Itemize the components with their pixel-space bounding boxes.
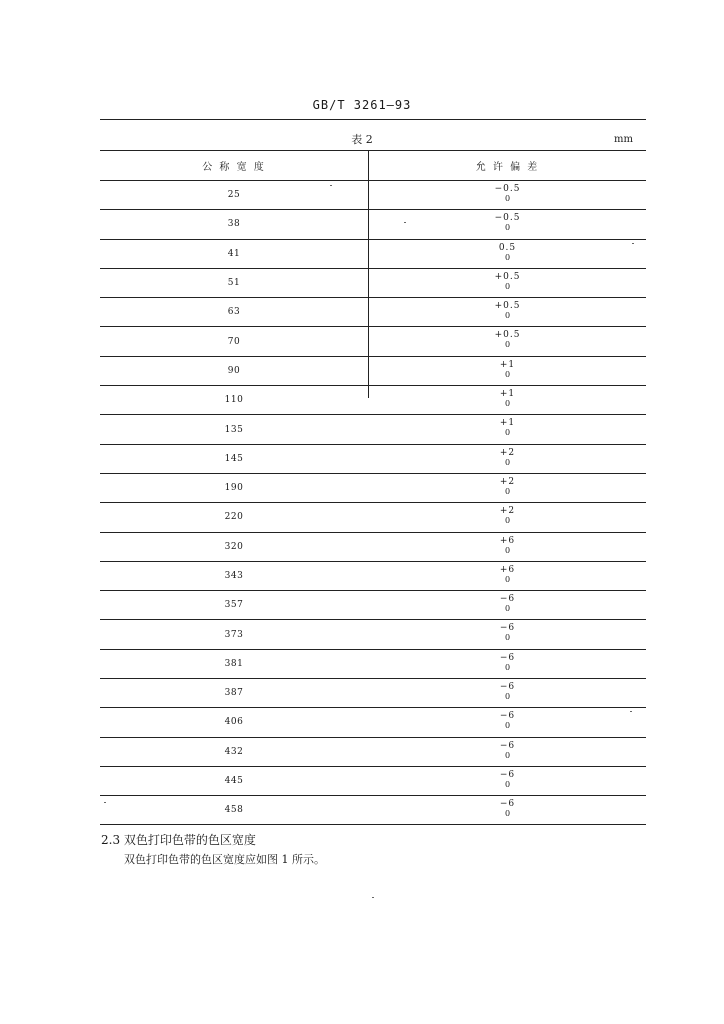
nominal-width-cell: 110 — [224, 395, 244, 406]
tolerance-cell — [369, 448, 646, 468]
header-rule — [100, 119, 646, 120]
tolerance-cell — [369, 360, 646, 380]
table-top-rule — [100, 150, 646, 151]
lower-deviation: 0 — [504, 574, 511, 584]
lower-deviation: 0 — [504, 281, 511, 291]
table-row — [100, 297, 646, 326]
lower-deviation: 0 — [504, 809, 511, 819]
lower-deviation: 0 — [504, 457, 511, 467]
table-row — [100, 180, 646, 209]
scan-speck — [404, 222, 406, 223]
upper-deviation: +1 — [499, 389, 516, 400]
tolerance-cell — [369, 623, 646, 643]
nominal-width-cell: 320 — [224, 541, 244, 552]
nominal-width-cell: 432 — [224, 746, 244, 757]
lower-deviation: 0 — [504, 516, 511, 526]
upper-deviation: −6 — [499, 652, 516, 663]
nominal-width-cell: 41 — [227, 248, 241, 259]
table-row — [100, 326, 646, 355]
lower-deviation: 0 — [504, 545, 511, 555]
table-row — [100, 561, 646, 590]
tolerance-cell — [369, 594, 646, 614]
tolerance-cell — [369, 243, 646, 263]
scan-speck — [104, 802, 106, 803]
table-row — [100, 590, 646, 619]
tolerance-cell — [369, 330, 646, 350]
nominal-width-cell: 387 — [224, 688, 244, 699]
tolerance-cell — [369, 272, 646, 292]
upper-deviation: +2 — [499, 506, 516, 517]
nominal-width-cell: 381 — [224, 658, 244, 669]
document-header-code: GB/T 3261—93 — [312, 98, 412, 112]
lower-deviation: 0 — [504, 369, 511, 379]
table-row — [100, 795, 646, 824]
table-caption: 表 2 — [351, 133, 373, 146]
upper-deviation: −6 — [499, 711, 516, 722]
table-row — [100, 707, 646, 736]
upper-deviation: +0.5 — [494, 330, 521, 341]
lower-deviation: 0 — [504, 223, 511, 233]
upper-deviation: +0.5 — [494, 301, 521, 312]
column-header-width: 公 称 宽 度 — [202, 162, 266, 173]
upper-deviation: −6 — [499, 740, 516, 751]
upper-deviation: +0.5 — [494, 271, 521, 282]
table-row — [100, 678, 646, 707]
upper-deviation: −6 — [499, 799, 516, 810]
tolerance-cell — [369, 418, 646, 438]
nominal-width-cell: 343 — [224, 571, 244, 581]
lower-deviation: 0 — [504, 779, 511, 789]
table-row — [100, 473, 646, 502]
scan-speck — [372, 897, 374, 898]
tolerance-cell — [369, 741, 646, 761]
nominal-width-cell: 445 — [224, 776, 244, 787]
section-title: 2.3 双色打印色带的色区宽度 — [101, 833, 256, 847]
nominal-width-cell: 458 — [224, 804, 244, 815]
upper-deviation: −6 — [499, 623, 516, 634]
nominal-width-cell: 63 — [227, 307, 241, 318]
column-header-tolerance: 允 许 偏 差 — [475, 162, 540, 173]
nominal-width-cell: 373 — [224, 629, 244, 640]
nominal-width-cell: 135 — [224, 424, 244, 435]
lower-deviation: 0 — [504, 194, 511, 203]
scan-speck — [330, 185, 332, 186]
table-row — [100, 502, 646, 531]
table-row — [100, 209, 646, 238]
nominal-width-cell: 357 — [224, 600, 244, 611]
upper-deviation: +2 — [499, 447, 516, 458]
table-row — [100, 649, 646, 678]
table-row — [100, 737, 646, 766]
lower-deviation: 0 — [504, 311, 511, 321]
tolerance-cell — [369, 711, 646, 731]
upper-deviation: +1 — [499, 418, 516, 429]
tolerance-cell — [369, 184, 646, 204]
nominal-width-cell: 51 — [227, 278, 241, 289]
table-row — [100, 239, 646, 268]
upper-deviation: −0.5 — [494, 213, 521, 224]
nominal-width-cell: 406 — [224, 717, 244, 728]
section-body: 双色打印色带的色区宽度应如图 1 所示。 — [124, 853, 325, 866]
tolerance-cell — [369, 653, 646, 673]
lower-deviation: 0 — [504, 633, 511, 643]
scan-speck — [632, 243, 634, 244]
table-row — [100, 444, 646, 473]
upper-deviation: −6 — [499, 594, 516, 605]
tolerance-cell — [369, 799, 646, 819]
lower-deviation: 0 — [504, 399, 511, 409]
lower-deviation: 0 — [504, 486, 511, 496]
table-row — [100, 414, 646, 443]
nominal-width-cell: 90 — [227, 365, 241, 376]
nominal-width-cell: 25 — [227, 190, 241, 201]
tolerance-cell — [369, 770, 646, 790]
table-row — [100, 268, 646, 297]
nominal-width-cell: 220 — [224, 512, 244, 523]
nominal-width-cell: 70 — [227, 336, 241, 347]
lower-deviation: 0 — [504, 721, 511, 731]
lower-deviation: 0 — [504, 750, 511, 760]
table-row — [100, 385, 646, 414]
tolerance-cell — [369, 477, 646, 497]
tolerance-cell — [369, 682, 646, 702]
upper-deviation: +2 — [499, 476, 516, 487]
scan-speck — [630, 711, 632, 712]
tolerance-table — [100, 180, 646, 825]
table-row — [100, 532, 646, 561]
lower-deviation: 0 — [504, 662, 511, 672]
upper-deviation: −6 — [499, 682, 516, 693]
table-unit: mm — [614, 134, 633, 145]
tolerance-cell — [369, 536, 646, 556]
upper-deviation: +6 — [499, 535, 516, 546]
lower-deviation: 0 — [504, 252, 511, 262]
lower-deviation: 0 — [504, 604, 511, 614]
nominal-width-cell: 38 — [227, 219, 241, 230]
lower-deviation: 0 — [504, 340, 511, 350]
table-row — [100, 619, 646, 648]
tolerance-cell — [369, 213, 646, 233]
upper-deviation: 0.5 — [498, 242, 517, 253]
upper-deviation: +1 — [499, 359, 516, 370]
tolerance-cell — [369, 301, 646, 321]
upper-deviation: −6 — [499, 769, 516, 780]
table-row — [100, 356, 646, 385]
lower-deviation: 0 — [504, 428, 511, 438]
lower-deviation: 0 — [504, 692, 511, 702]
tolerance-cell — [369, 389, 646, 409]
upper-deviation: +6 — [499, 564, 516, 575]
table-row — [100, 766, 646, 795]
nominal-width-cell: 190 — [224, 483, 244, 494]
tolerance-cell — [369, 506, 646, 526]
tolerance-cell — [369, 565, 646, 585]
upper-deviation: −0.5 — [494, 184, 521, 194]
nominal-width-cell: 145 — [224, 453, 244, 464]
